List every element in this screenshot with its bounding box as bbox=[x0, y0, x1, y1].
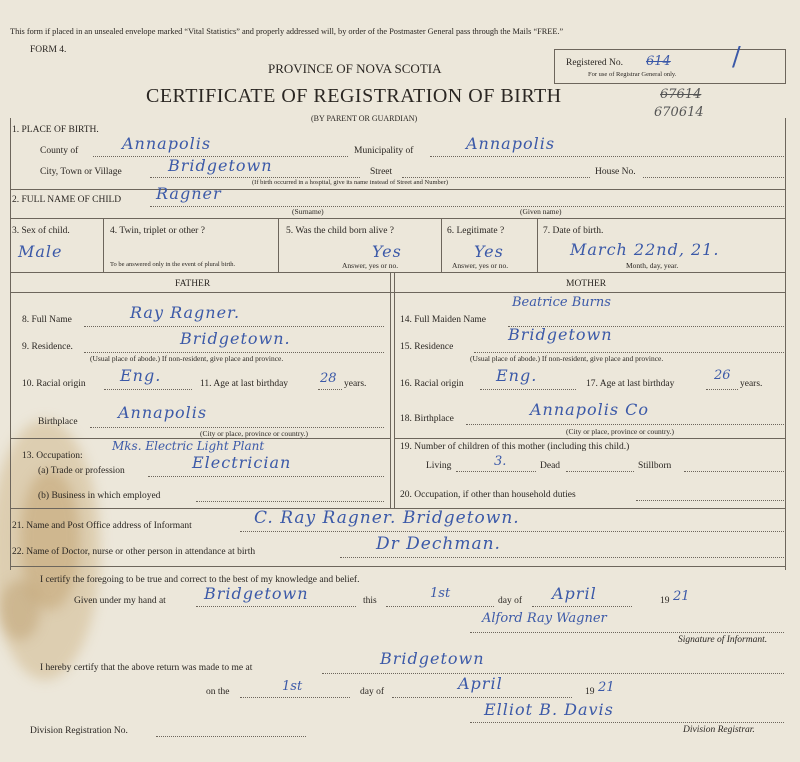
given-year-prefix: 19 bbox=[660, 596, 670, 606]
mother-birthplace-value: Annapolis Co bbox=[530, 400, 649, 419]
child-name-value: Ragner bbox=[156, 184, 222, 203]
registrar-note: For use of Registrar General only. bbox=[588, 71, 677, 78]
father-occupation-label: 13. Occupation: bbox=[22, 451, 83, 461]
mother-years-label: years. bbox=[740, 379, 763, 389]
legitimate-note: Answer, yes or no. bbox=[452, 261, 509, 270]
municipality-value: Annapolis bbox=[466, 134, 556, 153]
this-label: this bbox=[363, 596, 377, 606]
received-day-value: 1st bbox=[282, 679, 303, 694]
mother-age-value: 26 bbox=[714, 368, 731, 383]
mother-children-label: 19. Number of children of this mother (including this child.) bbox=[400, 442, 630, 452]
on-the-label: on the bbox=[206, 687, 230, 697]
doctor-value: Dr Dechman. bbox=[376, 534, 501, 554]
city-label: City, Town or Village bbox=[40, 167, 122, 177]
legitimate-label: 6. Legitimate ? bbox=[447, 226, 505, 236]
registered-value: 614 bbox=[646, 54, 671, 69]
mother-name-value: Beatrice Burns bbox=[512, 295, 611, 310]
water-stain bbox=[0, 580, 40, 640]
certify-statement: I certify the foregoing to be true and correct to the best of my knowledge and belief. bbox=[40, 575, 360, 585]
living-label: Living bbox=[426, 461, 452, 471]
father-birthplace-note: (City or place, province or country.) bbox=[200, 429, 309, 438]
mother-age-label: 17. Age at last birthday bbox=[586, 379, 675, 389]
given-under-label: Given under my hand at bbox=[74, 596, 166, 606]
father-occupation-note: Mks. Electric Light Plant bbox=[112, 439, 265, 453]
father-age-label: 11. Age at last birthday bbox=[200, 379, 289, 389]
mother-racial-label: 16. Racial origin bbox=[400, 379, 464, 389]
living-value: 3. bbox=[494, 454, 507, 469]
given-month-value: April bbox=[552, 584, 597, 603]
father-racial-value: Eng. bbox=[120, 366, 162, 385]
city-value: Bridgetown bbox=[168, 156, 273, 175]
registration-number: 670614 bbox=[654, 105, 704, 120]
given-caption: (Given name) bbox=[520, 207, 562, 216]
struck-number: 67614 bbox=[660, 87, 702, 102]
twin-note: To be answered only in the event of plural birth. bbox=[110, 261, 236, 268]
sex-label: 3. Sex of child. bbox=[12, 226, 70, 236]
father-birthplace-value: Annapolis bbox=[118, 403, 208, 422]
child-name-label: 2. FULL NAME OF CHILD bbox=[12, 195, 122, 205]
father-years-label: years. bbox=[344, 379, 367, 389]
received-year-prefix: 19 bbox=[585, 687, 595, 697]
birth-date-note: Month, day, year. bbox=[626, 261, 679, 270]
mother-heading: MOTHER bbox=[566, 279, 607, 289]
alive-label: 5. Was the child born alive ? bbox=[286, 226, 395, 236]
mother-racial-value: Eng. bbox=[496, 366, 538, 385]
father-trade-label: (a) Trade or profession bbox=[38, 466, 125, 476]
registrar-statement: I hereby certify that the above return was made to me at bbox=[40, 663, 253, 673]
registered-check-mark: / bbox=[732, 42, 742, 72]
father-trade-value: Electrician bbox=[192, 453, 292, 472]
informant-signature: Alford Ray Wagner bbox=[482, 611, 607, 626]
house-label: House No. bbox=[595, 167, 636, 177]
given-place-value: Bridgetown bbox=[204, 584, 309, 603]
father-name-value: Ray Ragner. bbox=[130, 303, 241, 322]
mother-birthplace-note: (City or place, province or country.) bbox=[566, 427, 675, 436]
father-age-value: 28 bbox=[320, 371, 337, 386]
sex-value: Male bbox=[18, 242, 63, 261]
received-month-value: April bbox=[458, 674, 503, 693]
county-value: Annapolis bbox=[122, 134, 212, 153]
received-place-value: Bridgetown bbox=[380, 649, 485, 668]
father-name-label: 8. Full Name bbox=[22, 315, 72, 325]
division-registration-label: Division Registration No. bbox=[30, 726, 128, 736]
stillborn-label: Stillborn bbox=[638, 461, 672, 471]
mother-name-label: 14. Full Maiden Name bbox=[400, 315, 487, 325]
twin-label: 4. Twin, triplet or other ? bbox=[110, 226, 205, 236]
page-title: CERTIFICATE OF REGISTRATION OF BIRTH bbox=[146, 85, 562, 107]
father-heading: FATHER bbox=[175, 279, 211, 289]
father-racial-label: 10. Racial origin bbox=[22, 379, 86, 389]
registrar-signature: Elliot B. Davis bbox=[484, 700, 614, 719]
informant-label: 21. Name and Post Office address of Informant bbox=[12, 521, 192, 531]
father-birthplace-label: Birthplace bbox=[38, 417, 78, 427]
alive-note: Answer, yes or no. bbox=[342, 261, 399, 270]
mother-birthplace-label: 18. Birthplace bbox=[400, 414, 454, 424]
surname-caption: (Surname) bbox=[292, 207, 324, 216]
father-business-label: (b) Business in which employed bbox=[38, 491, 161, 501]
mother-residence-note: (Usual place of abode.) If non-resident, give place and province. bbox=[470, 354, 664, 363]
dead-label: Dead bbox=[540, 461, 561, 471]
given-year-value: 21 bbox=[673, 589, 690, 604]
father-residence-value: Bridgetown. bbox=[180, 329, 291, 348]
mailing-notice: This form if placed in an unsealed envelope marked “Vital Statistics” and properly addressed will, by order of the Postmaster General pass through the Mails “FREE.” bbox=[10, 27, 564, 36]
received-day-label: day of bbox=[360, 687, 385, 697]
place-heading: 1. PLACE OF BIRTH. bbox=[12, 125, 99, 135]
street-label: Street bbox=[370, 167, 393, 177]
given-day-value: 1st bbox=[430, 586, 451, 601]
mother-residence-value: Bridgetown bbox=[508, 325, 613, 344]
birth-date-label: 7. Date of birth. bbox=[543, 226, 604, 236]
province-heading: PROVINCE OF NOVA SCOTIA bbox=[268, 61, 442, 76]
alive-value: Yes bbox=[372, 242, 402, 261]
mother-residence-label: 15. Residence bbox=[400, 342, 454, 352]
registrar-caption: Division Registrar. bbox=[683, 725, 755, 735]
father-residence-label: 9. Residence. bbox=[22, 342, 73, 352]
hospital-note: (If birth occurred in a hospital, give its name instead of Street and Number) bbox=[252, 179, 449, 186]
form-number: FORM 4. bbox=[30, 45, 67, 55]
page-subtitle: (BY PARENT OR GUARDIAN) bbox=[311, 114, 418, 123]
registered-label: Registered No. bbox=[566, 58, 623, 68]
informant-value: C. Ray Ragner. Bridgetown. bbox=[254, 508, 520, 528]
signature-caption: Signature of Informant. bbox=[678, 635, 768, 645]
received-year-value: 21 bbox=[598, 680, 615, 695]
legitimate-value: Yes bbox=[474, 242, 504, 261]
father-residence-note: (Usual place of abode.) If non-resident, give place and province. bbox=[90, 354, 284, 363]
doctor-label: 22. Name of Doctor, nurse or other person in attendance at birth bbox=[12, 547, 256, 557]
municipality-label: Municipality of bbox=[354, 146, 414, 156]
birth-date-value: March 22nd, 21. bbox=[570, 240, 720, 259]
county-label: County of bbox=[40, 146, 79, 156]
mother-occupation-label: 20. Occupation, if other than household duties bbox=[400, 490, 576, 500]
given-day-label: day of bbox=[498, 596, 523, 606]
